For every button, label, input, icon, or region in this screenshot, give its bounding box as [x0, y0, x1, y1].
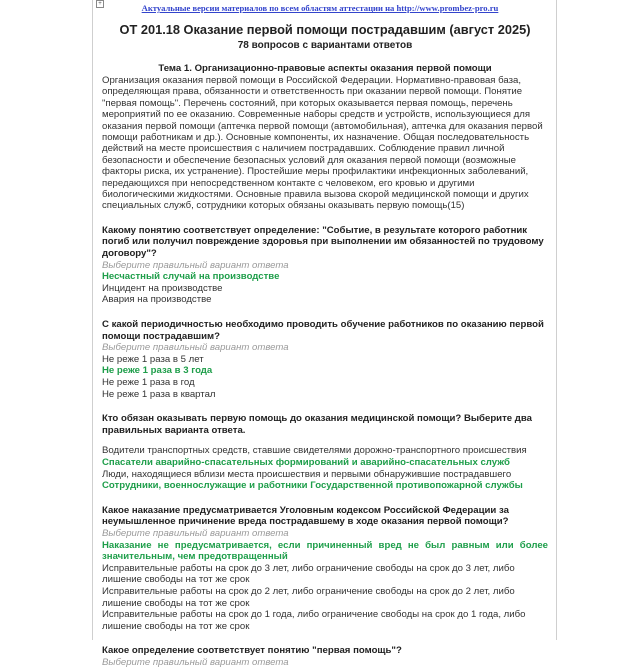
- answer-option-correct[interactable]: Несчастный случай на производстве: [102, 271, 280, 283]
- question-text: Какому понятию соответствует определение: "Событие, в результате которого работник погиб или получил повреждение здоровья при выполнении им обязанностей по трудовому договору"?: [102, 224, 544, 260]
- question-text: Какое определение соответствует понятию "первая помощь"?: [102, 645, 402, 657]
- question-block: [102, 505, 548, 633]
- page-border-left: [92, 0, 93, 640]
- answer-option-correct[interactable]: Сотрудники, военнослужащие и работники Государственной противопожарной службы: [102, 480, 523, 492]
- document-body: [102, 22, 548, 668]
- page-border-right: [556, 0, 557, 640]
- topic-description: Организация оказания первой помощи в Российской Федерации. Нормативно-правовая база, определяющая права, обязанности и ответственность при оказании первой помощи. Понятие "первая помощь". Перечень состояний, при которых оказывается первая помощь, перечень мероприятий по ее оказанию. Современные наборы средств и устройств, использующиеся для оказания первой помощи (аптечка первой помощи (автомобильная), аптечка для оказания первой помощи работникам и др.). Основные компоненты, их назначение. Общая последовательность действий на месте происшествия с наличием пострадавших. Соблюдение правил личной безопасности и обеспечение безопасных условий для оказания первой помощи (возможные факторы риска, их устранение). Простейшие меры профилактики инфекционных заболеваний, передающихся при непосредственном контакте с человеком, его кровью и другими биологическими жидкостями. Основные правила вызова скорой медицинской помощи и других специальных служб, сотрудники которых обязаны оказывать первую помощь(15): [102, 75, 543, 212]
- answer-option[interactable]: Исправительные работы на срок до 2 лет, либо ограничение свободы на срок до 2 лет, либо лишение свободы на тот же срок: [102, 585, 515, 609]
- header-link[interactable]: Актуальные версии материалов по всем областям аттестации на http://www.prombez-pro.ru: [141, 3, 499, 13]
- answer-option[interactable]: Авария на производстве: [102, 294, 212, 306]
- answer-option[interactable]: Люди, находящиеся вблизи места происшествия и первыми обнаружившие пострадавшего: [102, 468, 512, 480]
- question-block: [102, 413, 548, 492]
- answer-hint: Выберите правильный вариант ответа: [102, 527, 289, 539]
- answer-option[interactable]: Исправительные работы на срок до 1 года, либо ограничение свободы на срок до 1 года, либо лишение свободы на тот же срок: [102, 609, 526, 632]
- answer-option[interactable]: Не реже 1 раза в год: [102, 377, 195, 388]
- question-block: [102, 225, 548, 306]
- topic-title: Тема 1. Организационно-правовые аспекты оказания первой помощи: [158, 63, 492, 74]
- document-title: ОТ 201.18 Оказание первой помощи пострадавшим (август 2025): [119, 22, 531, 37]
- answer-hint: Выберите правильный вариант ответа: [102, 656, 289, 668]
- answer-option[interactable]: Инцидент на производстве: [102, 282, 223, 294]
- answer-option[interactable]: Не реже 1 раза в 5 лет: [102, 353, 204, 365]
- answer-option-correct[interactable]: Наказание не предусматривается, если причиненный вред не был равным или более значительным, чем предотвращенный: [102, 539, 548, 563]
- question-text: Какое наказание предусматривается Уголовным кодексом Российской Федерации за неумышленное причинение вреда пострадавшему в ходе оказания первой помощи?: [102, 504, 509, 528]
- expand-icon[interactable]: +: [96, 0, 104, 8]
- answer-option-correct[interactable]: Спасатели аварийно-спасательных формирований и аварийно-спасательных служб: [102, 456, 510, 468]
- answer-option[interactable]: Исправительные работы на срок до 3 лет, либо ограничение свободы на срок до 3 лет, либо лишение свободы на тот же срок: [102, 562, 515, 586]
- document-subtitle: 78 вопросов с вариантами ответов: [237, 40, 413, 51]
- answer-hint: Выберите правильный вариант ответа: [102, 259, 289, 271]
- question-block: [102, 645, 548, 668]
- answer-hint: Выберите правильный вариант ответа: [102, 342, 289, 354]
- answer-option[interactable]: Водители транспортных средств, ставшие свидетелями дорожно-транспортного происшествия: [102, 445, 527, 457]
- answer-option[interactable]: Не реже 1 раза в квартал: [102, 388, 216, 400]
- question-text: Кто обязан оказывать первую помощь до оказания медицинской помощи? Выберите два правильных варианта ответа.: [102, 413, 532, 436]
- question-text: С какой периодичностью необходимо проводить обучение работников по оказанию первой помощи пострадавшим?: [102, 319, 544, 342]
- answer-option-correct[interactable]: Не реже 1 раза в 3 года: [102, 365, 213, 377]
- question-block: [102, 319, 548, 400]
